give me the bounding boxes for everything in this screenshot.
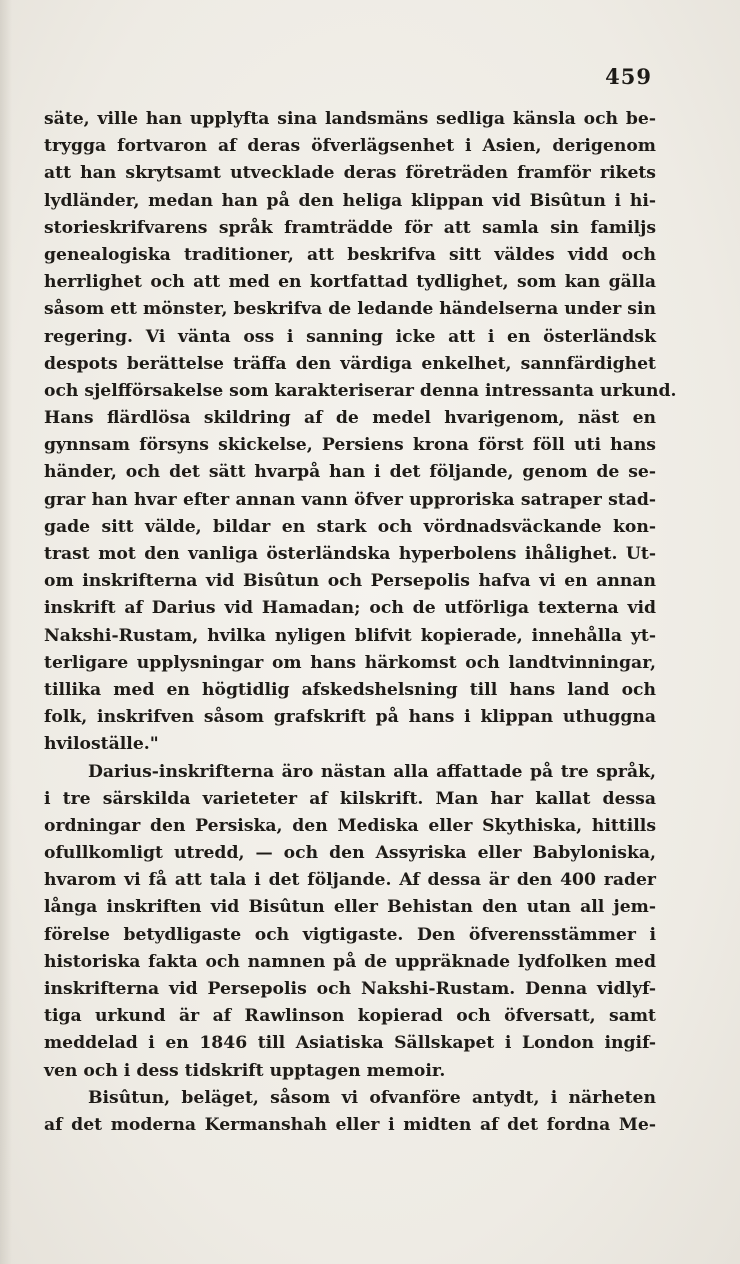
text-line: terligare upplysningar om hans härkomst och landtvinningar, <box>44 652 656 673</box>
page-fold-shadow <box>0 0 12 1264</box>
text-line: inskrifterna vid Persepolis och Nakshi-Rustam. Denna vidlyf- <box>44 979 656 999</box>
text-line: ordningar den Persiska, den Mediska eller Skythiska, hittills <box>44 815 656 836</box>
text-line: Bisûtun, beläget, såsom vi ofvanföre antydt, i närheten <box>88 1087 656 1108</box>
text-line: trygga fortvaron af deras öfverlägsenhet i Asien, derigenom <box>44 136 656 157</box>
text-line: grar han hvar efter annan vann öfver upproriska satraper stad- <box>44 489 656 510</box>
text-line: ofullkomligt utredd, — och den Assyriska eller Babyloniska, <box>44 843 656 864</box>
text-line: trast mot den vanliga österländska hyperbolens ihålighet. Ut- <box>44 544 656 564</box>
body-text <box>44 106 677 1139</box>
text-line: Darius-inskrifterna äro nästan alla affattade på tre språk, <box>88 761 656 782</box>
text-line: af det moderna Kermanshah eller i midten af det fordna Me- <box>44 1114 656 1135</box>
text-line: herrlighet och att med en kortfattad tydlighet, som kan gälla <box>44 272 656 293</box>
text-line: tiga urkund är af Rawlinson kopierad och öfversatt, samt <box>44 1006 656 1027</box>
text-line: folk, inskrifven såsom grafskrift på hans i klippan uthuggna <box>44 707 656 728</box>
text-line: gynnsam försyns skickelse, Persiens krona först föll uti hans <box>44 435 656 456</box>
text-line: gade sitt välde, bildar en stark och vördnadsväckande kon- <box>44 516 656 537</box>
text-line: historiska fakta och namnen på de uppräknade lydfolken med <box>44 951 656 972</box>
text-line: långa inskriften vid Bisûtun eller Behistan den utan all jem- <box>44 897 656 918</box>
text-line: lydländer, medan han på den heliga klippan vid Bisûtun i hi- <box>44 190 656 211</box>
page-number: 459 <box>605 64 652 89</box>
text-line: att han skrytsamt utvecklade deras företräden framför rikets <box>44 163 656 184</box>
text-line: despots berättelse träffa den värdiga enkelhet, sannfärdighet <box>44 353 656 374</box>
text-line: genealogiska traditioner, att beskrifva sitt väldes vidd och <box>44 244 656 265</box>
text-line: händer, och det sätt hvarpå han i det följande, genom de se- <box>44 462 656 483</box>
text-line: ven och i dess tidskrift upptagen memoir. <box>44 1060 446 1081</box>
text-line: Nakshi-Rustam, hvilka nyligen blifvit kopierade, innehålla yt- <box>44 625 656 646</box>
text-line: meddelad i en 1846 till Asiatiska Sällskapet i London ingif- <box>44 1033 656 1054</box>
text-line: inskrift af Darius vid Hamadan; och de utförliga texterna vid <box>44 598 656 619</box>
text-line: säte, ville han upplyfta sina landsmäns sedliga känsla och be- <box>44 109 656 129</box>
text-line: i tre särskilda varieteter af kilskrift. Man har kallat dessa <box>44 788 656 809</box>
text-line: regering. Vi vänta oss i sanning icke att i en österländsk <box>44 326 656 347</box>
text-line: om inskrifterna vid Bisûtun och Persepolis hafva vi en annan <box>44 571 656 592</box>
text-line: hvarom vi få att tala i det följande. Af dessa är den 400 rader <box>44 870 656 891</box>
text-line: Hans flärdlösa skildring af de medel hvarigenom, näst en <box>44 408 656 429</box>
text-line: förelse betydligaste och vigtigaste. Den öfverensstämmer i <box>44 924 656 945</box>
text-line: tillika med en högtidlig afskedshelsning till hans land och <box>44 679 656 700</box>
text-line: hviloställe." <box>44 734 159 755</box>
text-line: och sjelfförsakelse som karakteriserar denna intressanta urkund. <box>44 380 677 401</box>
text-line: såsom ett mönster, beskrifva de ledande händelserna under sin <box>44 299 656 320</box>
text-line: storieskrifvarens språk framträdde för att samla sin familjs <box>44 217 656 238</box>
